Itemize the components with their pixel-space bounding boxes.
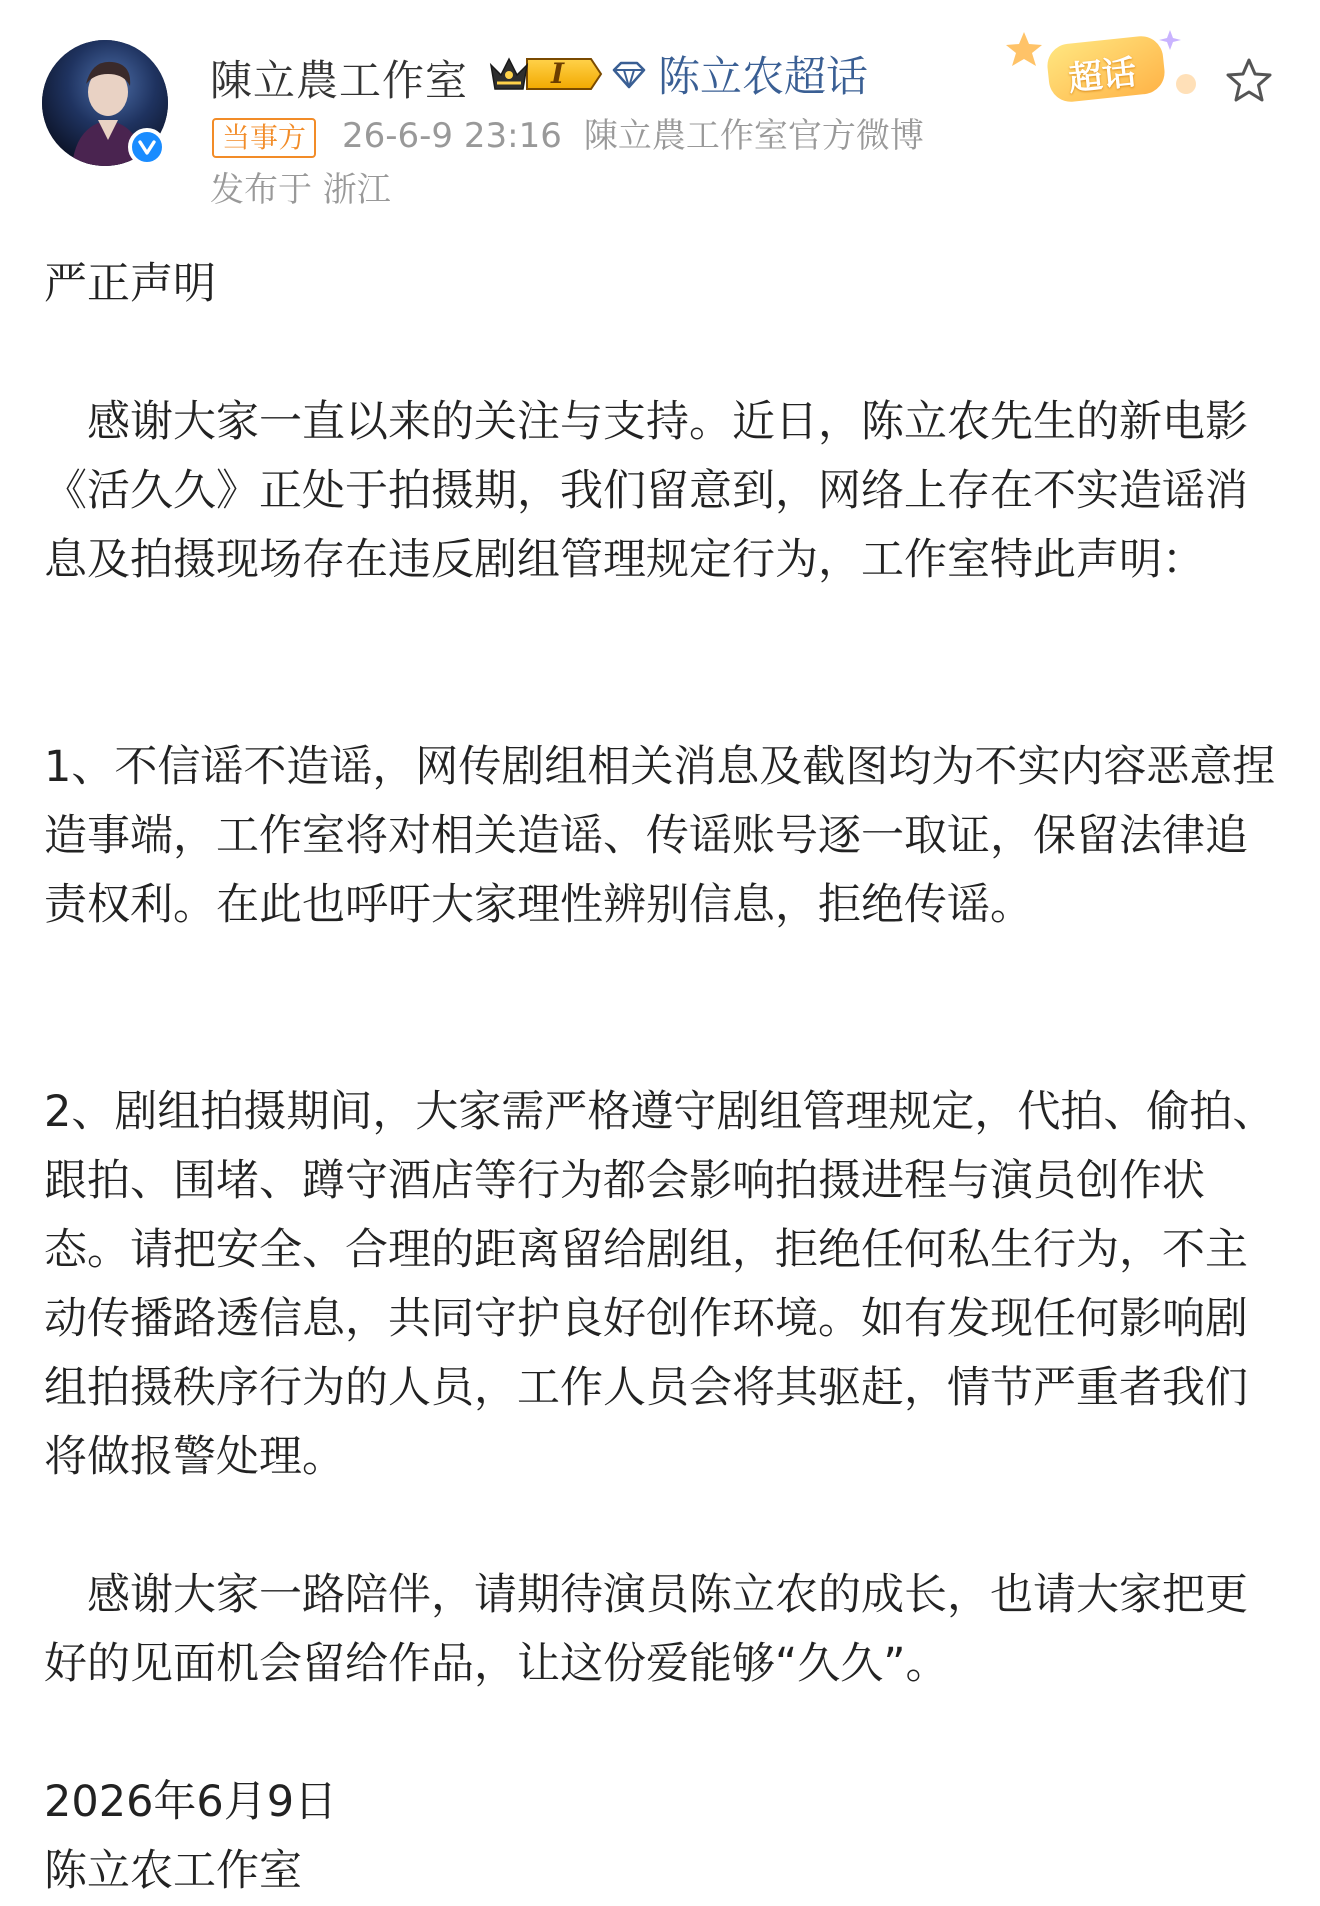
post-date: 2026年6月9日 [44,1777,338,1827]
diamond-icon [612,50,646,99]
supertopic-link[interactable] [612,48,868,100]
post-source[interactable]: 陳立農工作室官方微博 [583,116,924,156]
paragraph-point-2: 2、剧组拍摄期间，大家需严格遵守剧组管理规定，代拍、偷拍、跟拍、围堵、蹲守酒店等行为都会影响拍摄进程与演员创作状态。请把安全、合理的距离留给剧组，拒绝任何私生行为，不主动传播路透信息，共同守护良好创作环境。如有发现任何影响剧组拍摄秩序行为的人员，工作人员会将其驱赶，情节严重者我们将做报警处理。 [44,1087,1276,1482]
post-timestamp: 26-6-9 23:16 [342,116,562,156]
vip-level: I [551,57,565,90]
supertopic-link-label: 陈立农超话 [658,52,869,101]
post-meta [342,112,924,160]
star-icon [1224,56,1274,106]
role-badge: 当事方 [212,118,316,158]
favorite-star-button[interactable] [1224,56,1274,106]
supertopic-sticker-label: 超话 [1066,52,1139,100]
account-name[interactable]: 陳立農工作室 [210,56,469,105]
crown-vip-icon[interactable] [487,53,603,95]
paragraph-intro: 感谢大家一直以来的关注与支持。近日，陈立农先生的新电影《活久久》正处于拍摄期，我们留意到，网络上存在不实造谣消息及拍摄现场存在违反剧组管理规定行为，工作室特此声明： [44,397,1248,585]
post-signature: 陈立农工作室 [44,1846,302,1896]
paragraph-point-1: 1、不信谣不造谣，网传剧组相关消息及截图均为不实内容恶意捏造事端，工作室将对相关造谣、传谣账号逐一取证，保留法律追责权利。在此也呼吁大家理性辨别信息，拒绝传谣。 [44,742,1276,930]
paragraph-closing: 感谢大家一路陪伴，请期待演员陈立农的成长，也请大家把更好的见面机会留给作品，让这份爱能够“久久”。 [44,1570,1248,1689]
post-title: 严正声明 [44,259,216,309]
post-location: 发布于 浙江 [210,170,391,210]
supertopic-sticker[interactable] [1002,26,1214,118]
verified-check-icon [128,128,166,166]
